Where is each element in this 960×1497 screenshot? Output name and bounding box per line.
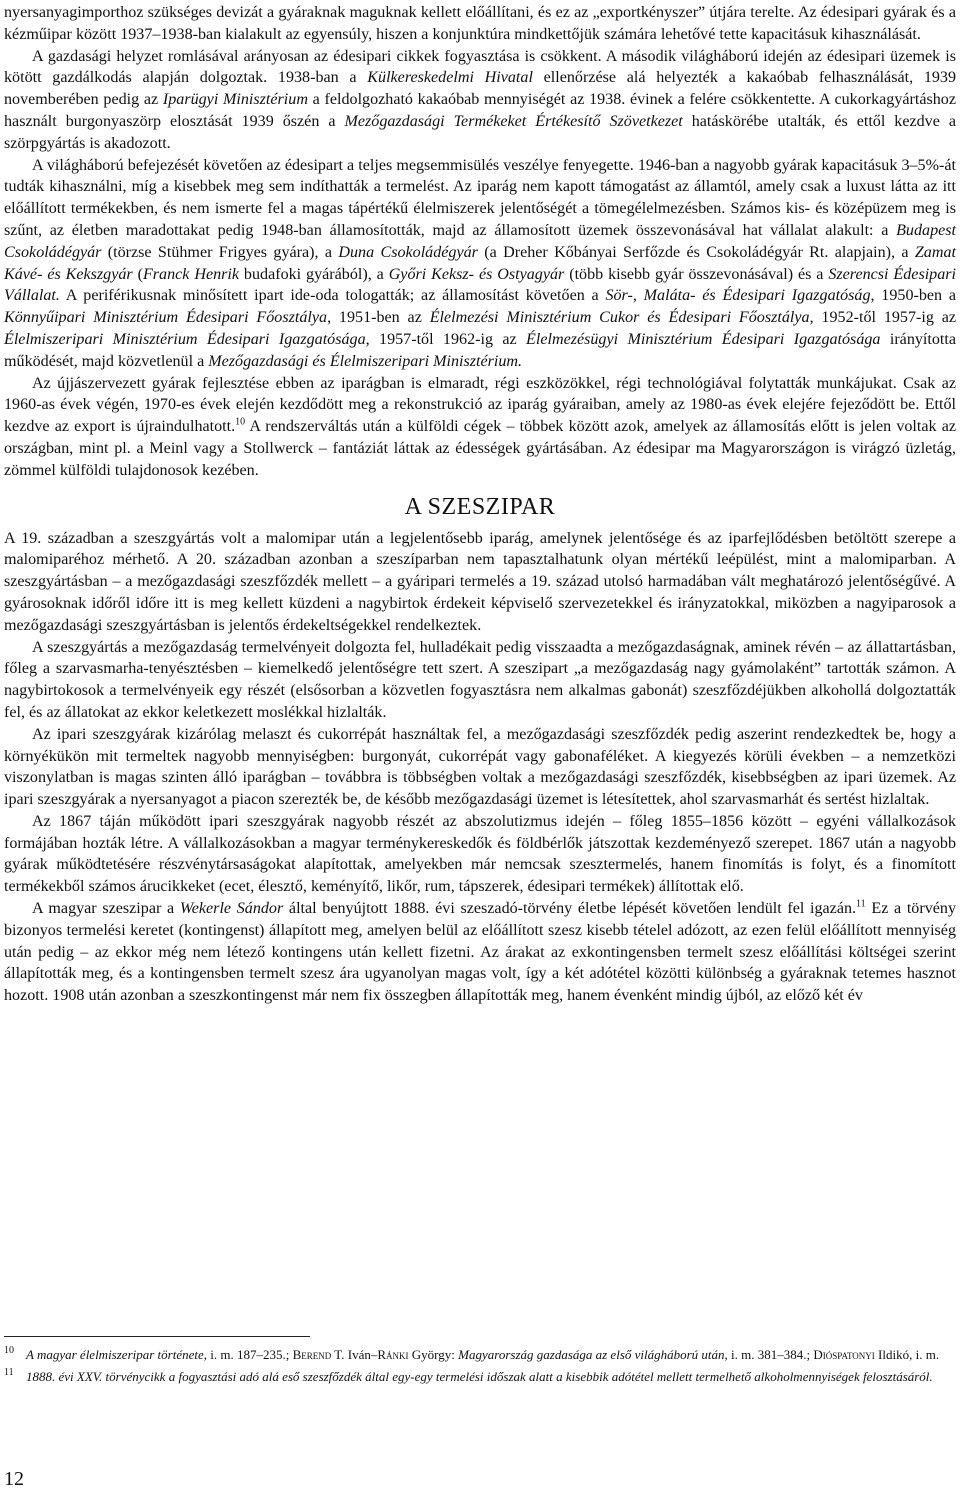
footnote-11 — [4, 1368, 956, 1386]
paragraph: Az ipari szeszgyárak kizárólag melaszt és cukorrépát használtak fel, a mezőgazdasági szeszfőzdék pedig aszerint rendezkedtek be, hogy a környékükön mit termeltek nagyobb mennyiségben: burgonyát, cukorrépát vagy gabonaféléket. A kiegyezés körüli években – a nemzetközi viszonylatban is magas szinten álló iparágban – továbbra is többségben voltak a mezőgazdasági szeszfőzdék, kisebbségben az ipari üzemek. Az ipari szeszgyárak a nyersanyagot a piacon szerezték be, de később mezőgazdasági üzemet is létesítettek, ahol szarvasmarhát és sertést hizlaltak. — [4, 725, 956, 809]
section-heading: A SZESZIPAR — [404, 493, 556, 520]
paragraph: Az 1867 táján működött ipari szeszgyárak nagyobb részét az abszolutizmus idején – főleg 1855–1856 között – egyéni vállalkozások formájában hozták létre. A vállalkozásokban a magyar terménykereskedők és földbérlők játszottak kezdeményező szerepet. 1867 után a nagyobb gyárak működtetésére részvénytársaságokat alapítottak, amelyekben már nemcsak szesztermelés, hanem finomítás is folyt, és a finomított termékekből számos árucikkeket (ecet, élesztő, keményítő, likőr, rum, tápszerek, édesipari termékek) állítottak elő. — [4, 812, 956, 896]
body-text — [4, 2, 956, 1007]
footnote-ref: 11 — [856, 898, 866, 910]
paragraph: A világháború befejezését követően az édesipart a teljes megsemmisülés veszélye fenyegette. 1946-ban a nagyobb gyárak kapacitásuk 3–5%-át tudták kihasználni, míg a kisebbek meg sem indíthatták a termelést. Az iparág nem kapott támogatást az államtól, amely csak a luxust látta az itt előállított termékekben, és nem ismerte fel a magas tápértékű élelmiszerek jelentőségét a tömegélelmezésben. Számos kis- és középüzem meg is szűnt, az életben maradottakat pedig 1948-ban államosították, majd az államosított üzemek összevonásával hat vállalat alakult: a Budapest Csokoládégyár (törzse Stühmer Frigyes gyára), a Duna Csokoládégyár (a Dreher Kőbányai Serfőzde és Csokoládégyár Rt. alapjain), a Zamat Kávé- és Kekszgyár (Franck Henrik budafoki gyárából), a Győri Keksz- és Ostyagyár (több kisebb gyár összevonásával) és a Szerencsi Édesipari Vállalat. A periférikusnak minősített ipart ide-oda tologatták; az államosítást követően a Sör-, Maláta- és Édesipari Igazgatóság, 1950-ben a Könnyűipari Minisztérium Édesipari Főosztálya, 1951-ben az Élelmezési Minisztérium Cukor és Édesipari Főosztálya, 1952-től 1957-ig az Élelmiszeripari Minisztérium Édesipari Igazgatósága, 1957-től 1962-ig az Élelmezésügyi Minisztérium Édesipari Igazgatósága irányította működését, majd közvetlenül a Mezőgazdasági és Élelmiszeripari Minisztérium. — [4, 156, 957, 370]
footnote-ref: 10 — [235, 416, 246, 428]
footnote-number: 10 — [4, 1345, 14, 1356]
paragraph: Az újjászervezett gyárak fejlesztése ebben az iparágban is elmaradt, régi eszközökkel, régi technológiával folytatták munkájukat. Csak az 1960-as évek végén, 1970-es évek elején kezdődött meg a rekonstrukció az iparág gyáraiban, amely az 1980-as évek elejére fejeződött be. Ettől kezdve az export is újraindulhatott.$^{10}$ A rendszerváltás után a külföldi cégek – többek között azok, amelyek az államosítás előtt is jelen voltak az országban, mint pl. a Meinl vagy a Stollwerck – fantáziát láttak az édességek gyártásában. Az édesipar ma Magyarországon is virágzó üzletág, zömmel külföldi tulajdonosok kezében. — [4, 374, 957, 479]
paragraph: nyersanyagimporthoz szükséges devizát a gyáraknak maguknak kellett előállítani, és ez az „exportkényszer” útjára terelte. Az édesipari gyárak és a kézműipar között 1937–1938-ban kialakult az egyensúly, hiszen a konjunktúra mindkettőjük számára lehetővé tette kapacitásuk kihasználását. — [4, 4, 956, 43]
footnotes — [4, 1346, 956, 1390]
page-number: 12 — [4, 1468, 24, 1490]
footnote-separator — [4, 1336, 310, 1337]
paragraph: A gazdasági helyzet romlásával arányosan az édesipari cikkek fogyasztása is csökkent. A második világháború idején az édesipari üzemek is kötött gazdálkodás alapján dolgoztak. 1938-ban a Külkereskedelmi Hivatal ellenőrzése alá helyezték a kakaóbab felhasználását, 1939 novemberében pedig az Iparügyi Minisztérium a feldolgozható kakaóbab mennyiségét az 1938. évinek a felére csökkentette. A cukorkagyártáshoz használt burgonyaszörp elosztását 1939 őszén a Mezőgazdasági Termékeket Értékesítő Szövetkezet hatáskörébe utalták, és ettől kezdve a szörpgyártás is akadozott. — [4, 47, 957, 152]
footnote-10 — [4, 1346, 956, 1364]
paragraph: A magyar szeszipar a Wekerle Sándor által benyújtott 1888. évi szeszadó-törvény életbe lépését követően lendült fel igazán.$^{11}$ Ez a törvény bizonyos termelési keretet (kontingenst) állapított meg, amelyen belül az előállított szesz kisebb tételel adózott, az ezen felül előállított mennyiség után pedig – az ekkor még nem létező kontingens után kellett fizetni. Az árakat az exkontingensben termelt szesz előállítási költségei szerint állapították meg, és a kontingensben termelt szesz ára ugyanolyan magas volt, így a két adótétel közötti különbség a gyáraknak tetemes hasznot hozott. 1908 után azonban a szeszkontingenst már nem fix összegben állapították meg, hanem évenként mindig újból, az előző két év — [4, 898, 956, 1005]
paragraph: A szeszgyártás a mezőgazdaság termelvényeit dolgozta fel, hulladékait pedig visszaadta a mezőgazdaságnak, aminek révén – az állattartásban, főleg a szarvasmarha-tenyésztésben – kiemelkedő jelentőségre tett szert. A szeszipart „a mezőgazdaság nagy gyámolaként” tartották számon. A nagybirtokosok a termelvényeik egy részét (elsősorban a közvetlen fogyasztásra nem alkalmas gabonát) szeszfőzdéjükben alkohollá dolgoztatták fel, és az állatokat az ekkor keletkezett moslékkal hizlalták. — [4, 638, 956, 721]
paragraph: A 19. században a szeszgyártás volt a malomipar után a legjelentősebb iparág, amelynek jelentősége és az iparfejlődésben betöltött szerepe a malomiparéhoz mérhető. A 20. században azonban a szeszíparban nem tapasztalhatunk olyan mértékű leépülést, mint a malomiparban. A szeszgyártásban – a mezőgazdasági szeszfőzdék mellett – a gyáripari termelés a 19. század utolsó harmadában vált meghatározó jelentőségűvé. A gyárosoknak időről időre itt is meg kellett küzdeni a nagybirtok érdekeit képviselő szervezetekkel és irányzatokkal, miközben a nagyiparosok a mezőgazdasági szeszgyártásban is jelentős érdekeltségekkel rendelkeztek. — [4, 529, 956, 634]
footnote-number: 11 — [4, 1367, 14, 1378]
footnote-text: 1888. évi XXV. törvénycikk a fogyasztási adó alá eső szeszfőzdék által egy-egy termelési időszak alatt a kisebbik adótétel mellett termelhető alkoholmennyiségek felosztásáról. — [26, 1369, 933, 1384]
footnote-text: A magyar élelmiszeripar története, i. m. 187–235.; Berend T. Iván–Ránki György: Magyarország gazdasága az első világháború után, i. m. 381–384.; Dióspatonyi Ildikó, i. m. — [26, 1347, 940, 1362]
